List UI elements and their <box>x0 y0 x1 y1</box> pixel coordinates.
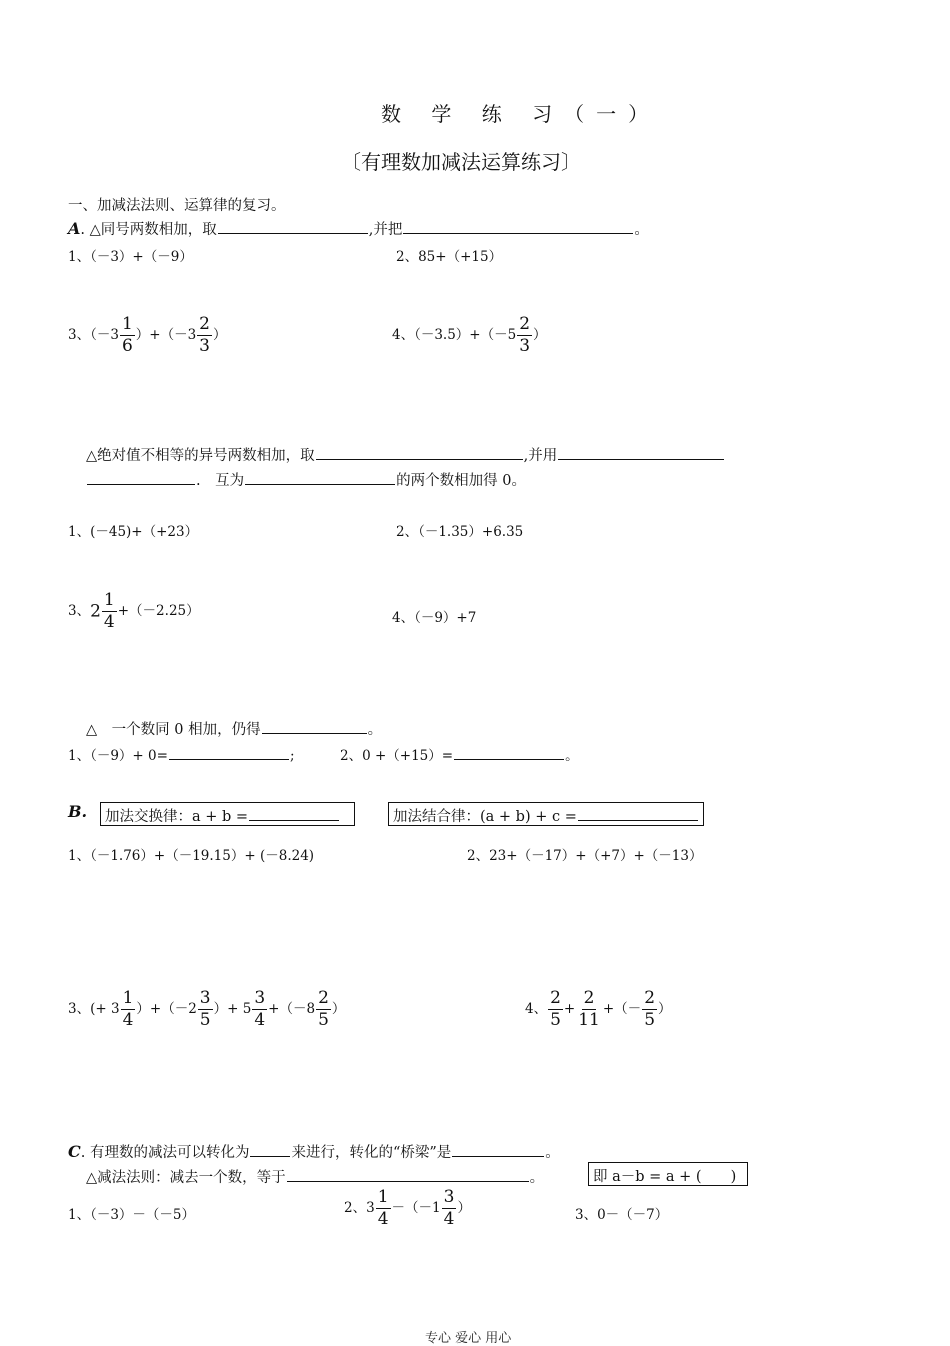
question-a4: 4、（－3.5）+（－5 $\frac{2}{3}$ ） <box>392 314 547 356</box>
fraction: $\frac{2}{5}$ <box>318 988 329 1030</box>
part-c-line-1: C. 有理数的减法可以转化为 来进行，转化的“桥梁”是 。 <box>68 1142 560 1161</box>
fraction: $\frac{1}{4}$ <box>103 590 115 632</box>
question-c2: 2、3 $\frac{1}{4}$ －（－1 $\frac{3}{4}$ ） <box>344 1187 471 1229</box>
blank[interactable] <box>558 445 724 460</box>
question-a5: 1、(－45)+（+23） <box>68 524 199 540</box>
page-subtitle: 〔有理数加减法运算练习〕 <box>341 150 581 174</box>
question-b3: 3、(+ 3 $\frac{1}{4}$ ）+（－2 $\frac{3}{5}$ ）+ 5 $\frac{3}{4}$ +（－8 $\frac{2}{5}$ ） <box>68 988 346 1030</box>
question-a8: 4、（－9）+7 <box>392 610 477 626</box>
page-footer: 专心 爱心 用心 <box>425 1331 512 1346</box>
blank[interactable] <box>218 219 368 234</box>
fraction: $\frac{1}{4}$ <box>122 988 134 1030</box>
blank[interactable] <box>87 470 195 485</box>
page-title: 数 学 练 习（一） <box>381 102 661 126</box>
fraction: $\frac{2}{5}$ <box>644 988 656 1030</box>
part-c-line-2: △减法法则：减去一个数，等于 。 <box>86 1166 544 1187</box>
fraction: $\frac{1}{6}$ <box>121 314 133 356</box>
question-b2: 2、23+（－17）+（+7）+（－13） <box>467 848 703 864</box>
fraction: $\frac{3}{4}$ <box>254 988 266 1030</box>
question-a1: 1、（－3）+（－9） <box>68 249 193 265</box>
blank[interactable] <box>454 745 564 760</box>
part-c-letter: C <box>68 1142 81 1161</box>
blank[interactable] <box>262 719 367 734</box>
fraction: $\frac{2}{5}$ <box>550 988 561 1030</box>
part-a-rule-2: △绝对值不相等的异号两数相加，取 ,并用 <box>86 444 725 465</box>
subtraction-rule-box: 即 a－b = a + ( ) <box>588 1162 748 1186</box>
question-b4: 4、 $\frac{2}{5}$ + $\frac{2}{11}$ +（－ $\frac{2}{5}$ ） <box>525 988 672 1030</box>
fraction: $\frac{3}{4}$ <box>443 1187 455 1229</box>
question-c1: 1、（－3）－（－5） <box>68 1207 196 1223</box>
question-a6: 2、（－1.35）+6.35 <box>396 524 524 540</box>
blank[interactable] <box>169 745 289 760</box>
question-a7: 3、2 $\frac{1}{4}$ +（－2.25） <box>68 590 200 632</box>
commutative-law-box: 加法交换律：a + b = <box>100 802 355 826</box>
fraction: $\frac{2}{3}$ <box>199 314 210 356</box>
blank[interactable] <box>578 806 698 821</box>
fraction: $\frac{2}{11}$ <box>578 988 600 1030</box>
part-a-rule-3: △ 一个数同 0 相加，仍得 。 <box>86 718 382 739</box>
part-b-letter: B. <box>68 802 88 821</box>
blank[interactable] <box>403 219 633 234</box>
part-a-rule-1: A. △同号两数相加，取 ,并把 。 <box>68 219 649 238</box>
associative-law-box: 加法结合律：(a + b) + c = <box>388 802 704 826</box>
blank[interactable] <box>245 470 395 485</box>
blank[interactable] <box>250 1142 290 1157</box>
blank[interactable] <box>316 445 523 460</box>
question-b1: 1、（－1.76）+（－19.15）+ (－8.24) <box>68 848 315 864</box>
part-a-letter: A <box>68 219 81 238</box>
blank[interactable] <box>287 1167 529 1182</box>
fraction: $\frac{2}{3}$ <box>519 314 531 356</box>
question-a3: 3、（－3 $\frac{1}{6}$ ）+（－3 $\frac{2}{3}$ ） <box>68 314 227 356</box>
section-heading: 一、加减法法则、运算律的复习。 <box>68 198 286 214</box>
question-c3: 3、0－（－7） <box>575 1207 669 1223</box>
blank[interactable] <box>249 806 339 821</box>
question-a2: 2、85+（+15） <box>396 249 503 265</box>
fraction: $\frac{3}{5}$ <box>199 988 211 1030</box>
blank[interactable] <box>452 1142 544 1157</box>
question-a10: 2、0 +（+15）= 。 <box>340 744 579 764</box>
fraction: $\frac{1}{4}$ <box>377 1187 389 1229</box>
part-a-rule-2-line-2: . 互为 的两个数相加得 0。 <box>86 469 526 490</box>
question-a9: 1、（－9）+ 0= ; <box>68 744 295 764</box>
